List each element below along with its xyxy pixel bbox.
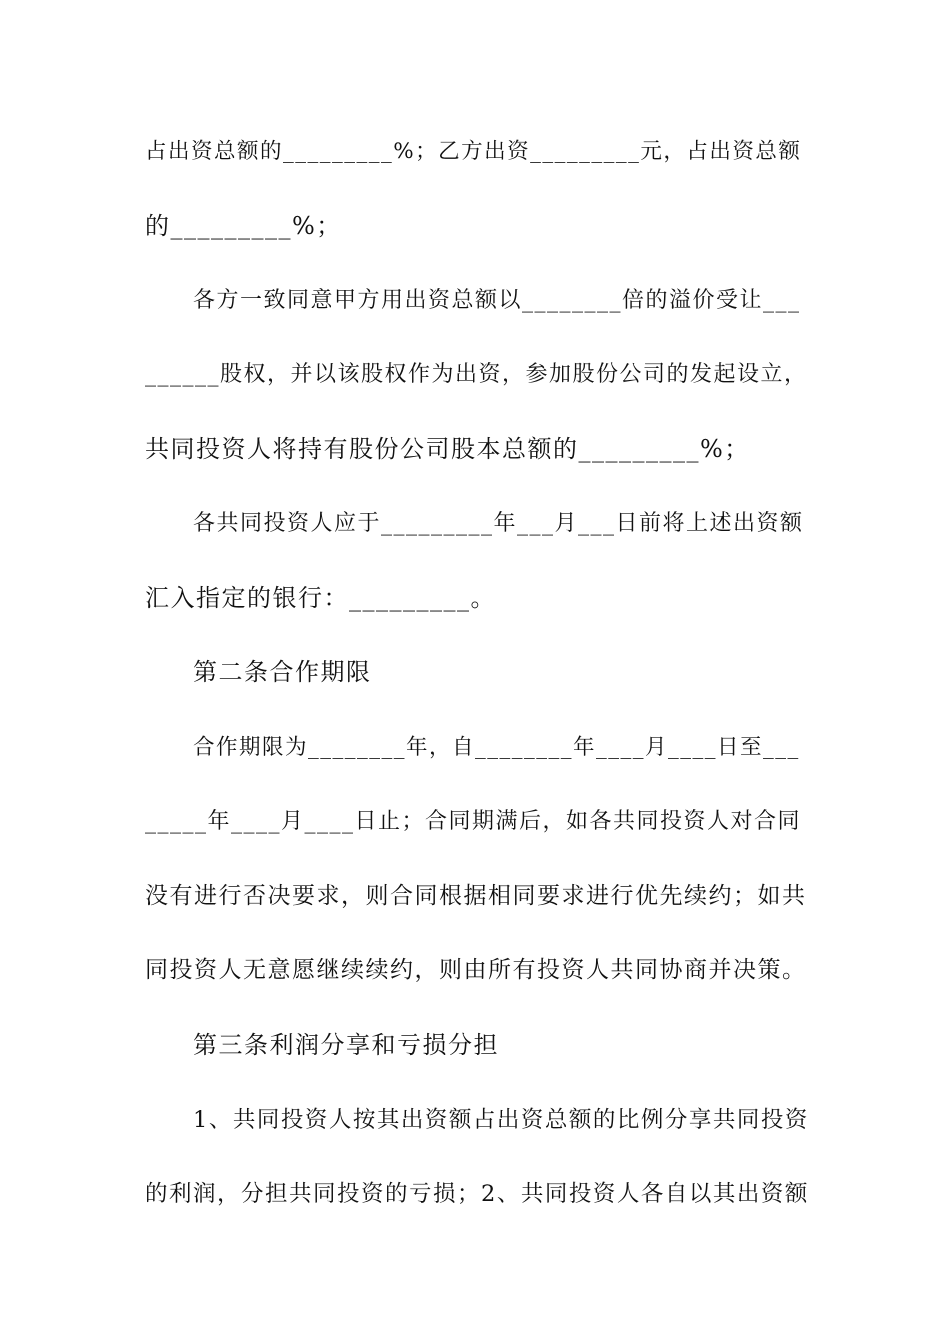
paragraph-line: 合作期限为________年，自________年____月____日至___: [193, 735, 800, 760]
paragraph-line: _____年____月____日止；合同期满后，如各共同投资人对合同: [145, 809, 802, 834]
section-heading: 第二条合作期限: [193, 658, 372, 686]
paragraph-line: 共同投资人将持有股份公司股本总额的_________%；: [145, 435, 750, 463]
paragraph-line: 的利润，分担共同投资的亏损；2、共同投资人各自以其出资额: [145, 1181, 809, 1207]
paragraph-line: 汇入指定的银行：_________。: [145, 584, 496, 612]
paragraph-line: 1、共同投资人按其出资额占出资总额的比例分享共同投资: [193, 1107, 809, 1133]
paragraph-line: 占出资总额的_________%；乙方出资_________元，占出资总额: [145, 139, 802, 164]
section-heading: 第三条利润分享和亏损分担: [193, 1031, 499, 1059]
paragraph-line: 各共同投资人应于_________年___月___日前将上述出资额: [193, 511, 804, 536]
paragraph-line: 没有进行否决要求，则合同根据相同要求进行优先续约；如共: [145, 883, 807, 909]
paragraph-line: ______股权，并以该股权作为出资，参加股份公司的发起设立，: [145, 362, 808, 387]
paragraph-line: 各方一致同意甲方用出资总额以________倍的溢价受让___: [193, 288, 801, 313]
paragraph-line: 的_________%；: [145, 212, 342, 240]
paragraph-line: 同投资人无意愿继续续约，则由所有投资人共同协商并决策。: [145, 957, 807, 983]
